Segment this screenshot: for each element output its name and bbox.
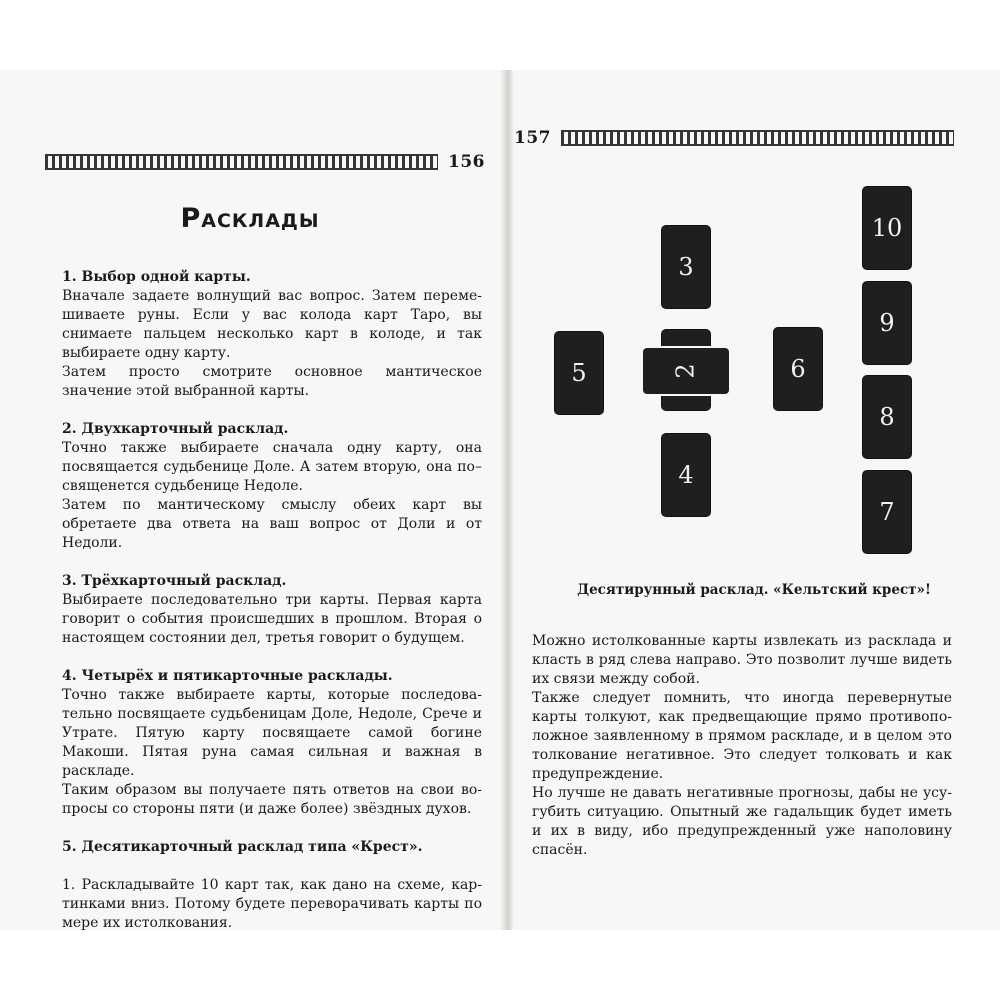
card-5 (555, 332, 603, 414)
paragraph: Но лучше не давать негативные прогнозы, дабы не усу-губить ситуацию. Опытный же гадальщик будет иметь и их в виду, ибо предупрежденный уже наполовину спасён. (532, 785, 952, 858)
paragraph: Затем по мантическому смыслу обеих карт вы обретаете два ответа на ваш вопрос от Доли и от Недоли. (62, 497, 482, 551)
card-7 (863, 471, 911, 553)
card-4 (662, 434, 710, 516)
book-spine (500, 70, 514, 930)
card-2 (643, 348, 729, 394)
card-number: 3 (678, 253, 694, 281)
card-number: 8 (879, 403, 895, 431)
page-number: 156 (448, 152, 485, 172)
paragraph: Выбираете последовательно три карты. Первая карта говорит о события происшедших в прошлом. Вторая о настоящем состоянии дел, третья говорит о будущем. (62, 592, 482, 646)
left-page-header (45, 152, 485, 172)
card-8 (863, 376, 911, 458)
card-3 (662, 226, 710, 308)
section-title: 2. Двухкарточный расклад. (62, 421, 289, 437)
header-ornament (561, 130, 954, 146)
right-page-text (532, 632, 952, 860)
paragraph: Затем просто смотрите основное мантическое значение этой выбранной карты. (62, 364, 482, 399)
card-number: 4 (678, 461, 694, 489)
paragraph: 1. Раскладывайте 10 карт так, как дано на схеме, кар-тинками вниз. Потому будете переворачивать карты по мере их истолкования. (62, 877, 482, 931)
paragraph: Можно истолкованные карты извлекать из расклада и класть в ряд слева направо. Это позволит лучше видеть их связи между собой. (532, 633, 952, 687)
card-number: 7 (879, 498, 895, 526)
paragraph: Точно также выбираете карты, которые последова-тельно посвящаете судьбеницам Доле, Недоле, Срече и Утрате. Пятую карту посвящаете самой богине Макоши. Пятая руна самая сильная и важная в раскладе. (62, 687, 482, 779)
section-title: 3. Трёхкарточный расклад. (62, 573, 287, 589)
paragraph: Точно также выбираете сначала одну карту, она посвящается судьбенице Доле. А затем вторую, она по–священется судьбенице Недоле. (62, 440, 482, 494)
paragraph: Вначале задаете волнущий вас вопрос. Затем переме-шиваете руны. Если у вас колода карт Таро, вы снимаете пальцем несколько карт в колоде, и так выбираете одну карту. (62, 288, 482, 361)
card-number: 5 (571, 359, 587, 387)
paragraph: Таким образом вы получаете пять ответов на свои во-просы со стороны пяти (и даже более) звёздных духов. (62, 782, 482, 817)
right-page-header (514, 128, 954, 148)
header-ornament (45, 154, 438, 170)
card-number: 6 (790, 355, 806, 383)
card-6 (774, 328, 822, 410)
left-page-text (62, 268, 482, 933)
card-9 (863, 282, 911, 364)
card-10 (863, 187, 911, 269)
card-number: 9 (879, 309, 895, 337)
card-number: 2 (672, 363, 700, 379)
chapter-title: Расклады (180, 203, 320, 234)
card-number: 10 (871, 214, 903, 242)
page-number: 157 (514, 128, 551, 148)
section-title: 4. Четырёх и пятикарточные расклады. (62, 668, 393, 684)
section-title: 5. Десятикарточный расклад типа «Крест». (62, 839, 423, 855)
section-title: 1. Выбор одной карты. (62, 269, 251, 285)
paragraph: Также следует помнить, что иногда перевернутые карты толкуют, как предвещающие прямо противопо-ложное заявленному в прямом раскладе, и в целом это толкование негативное. Это следует толковать и как предупреждение. (532, 690, 952, 782)
diagram-caption: Десятирунный расклад. «Кельтский крест»! (577, 582, 931, 598)
